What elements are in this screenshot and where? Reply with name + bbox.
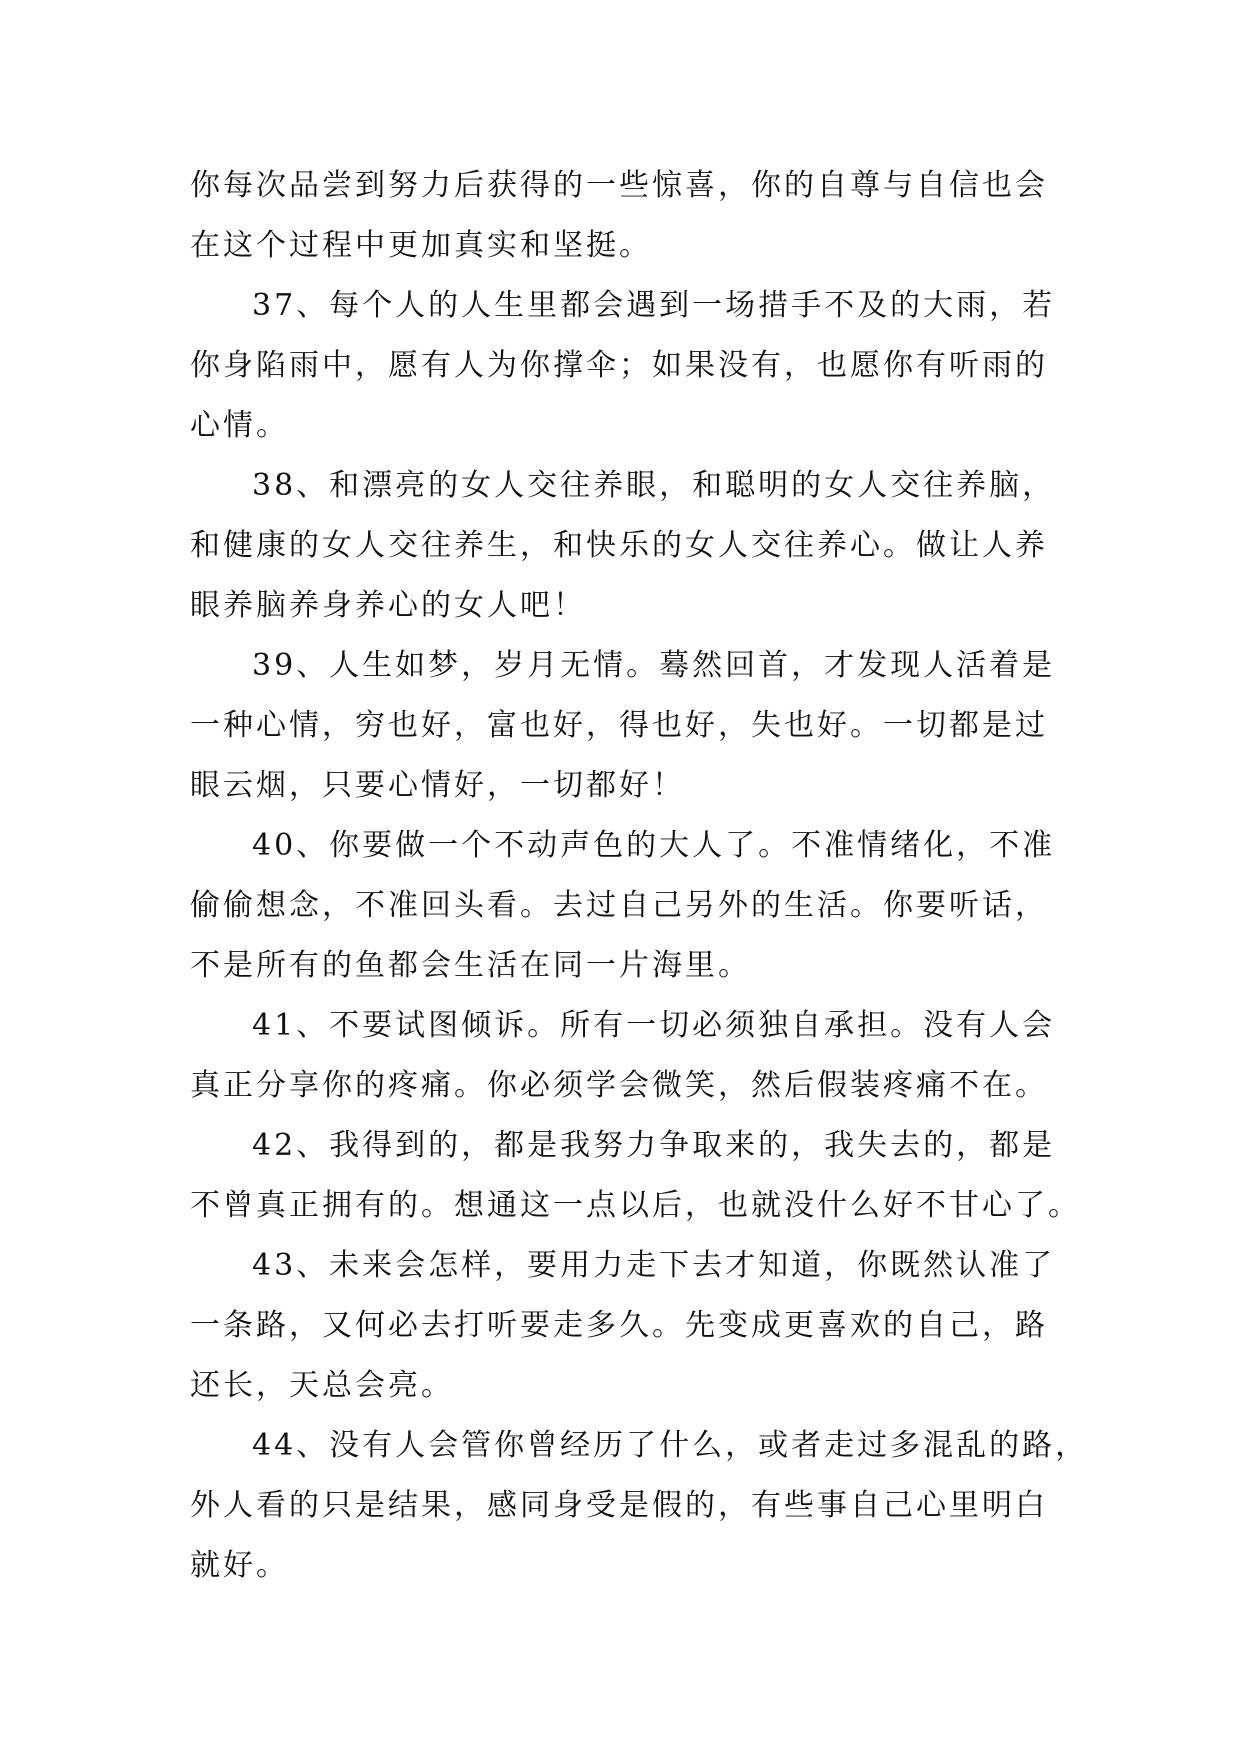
paragraph-43 [190, 1236, 1070, 1416]
text-line: 一种心情，穷也好，富也好，得也好，失也好。一切都是过 [190, 708, 1048, 743]
text-line: 心情。 [190, 408, 289, 443]
text-line: 你身陷雨中，愿有人为你撑伞；如果没有，也愿你有听雨的 [190, 348, 1048, 383]
text-line: 眼养脑养身养心的女人吧！ [190, 588, 586, 623]
paragraph-42 [190, 1116, 1081, 1236]
text-line: 就好。 [190, 1548, 289, 1583]
paragraph-39 [190, 636, 1070, 816]
text-line: 真正分享你的疼痛。你必须学会微笑，然后假装疼痛不在。 [190, 1068, 1048, 1103]
text-line: 不是所有的鱼都会生活在同一片海里。 [190, 948, 751, 983]
paragraph-44 [190, 1416, 1089, 1596]
text-line: 外人看的只是结果，感同身受是假的，有些事自己心里明白 [190, 1488, 1048, 1523]
paragraph-continuation [190, 156, 1070, 276]
text-line: 38、和漂亮的女人交往养眼，和聪明的女人交往养脑， [252, 468, 1056, 503]
document-body [190, 156, 1089, 1596]
text-line: 还长，天总会亮。 [190, 1368, 454, 1403]
text-line: 40、你要做一个不动声色的大人了。不准情绪化，不准 [252, 828, 1056, 863]
text-line: 你每次品尝到努力后获得的一些惊喜，你的自尊与自信也会 [190, 168, 1048, 203]
text-line: 偷偷想念，不准回头看。去过自己另外的生活。你要听话， [190, 888, 1048, 923]
text-line: 不曾真正拥有的。想通这一点以后，也就没什么好不甘心了。 [190, 1188, 1081, 1223]
text-line: 43、未来会怎样，要用力走下去才知道，你既然认准了 [252, 1248, 1056, 1283]
text-line: 42、我得到的，都是我努力争取来的，我失去的，都是 [252, 1128, 1056, 1163]
text-line: 眼云烟，只要心情好，一切都好！ [190, 768, 685, 803]
text-line: 一条路，又何必去打听要走多久。先变成更喜欢的自己，路 [190, 1308, 1048, 1343]
text-line: 44、没有人会管你曾经历了什么，或者走过多混乱的路， [252, 1428, 1089, 1463]
text-line: 和健康的女人交往养生，和快乐的女人交往养心。做让人养 [190, 528, 1048, 563]
paragraph-37 [190, 276, 1070, 456]
text-line: 39、人生如梦，岁月无情。蓦然回首，才发现人活着是 [252, 648, 1056, 683]
paragraph-40 [190, 816, 1070, 996]
text-line: 41、不要试图倾诉。所有一切必须独自承担。没有人会 [252, 1008, 1056, 1043]
text-line: 37、每个人的人生里都会遇到一场措手不及的大雨，若 [252, 288, 1056, 323]
text-line: 在这个过程中更加真实和坚挺。 [190, 228, 652, 263]
paragraph-41 [190, 996, 1070, 1116]
paragraph-38 [190, 456, 1070, 636]
